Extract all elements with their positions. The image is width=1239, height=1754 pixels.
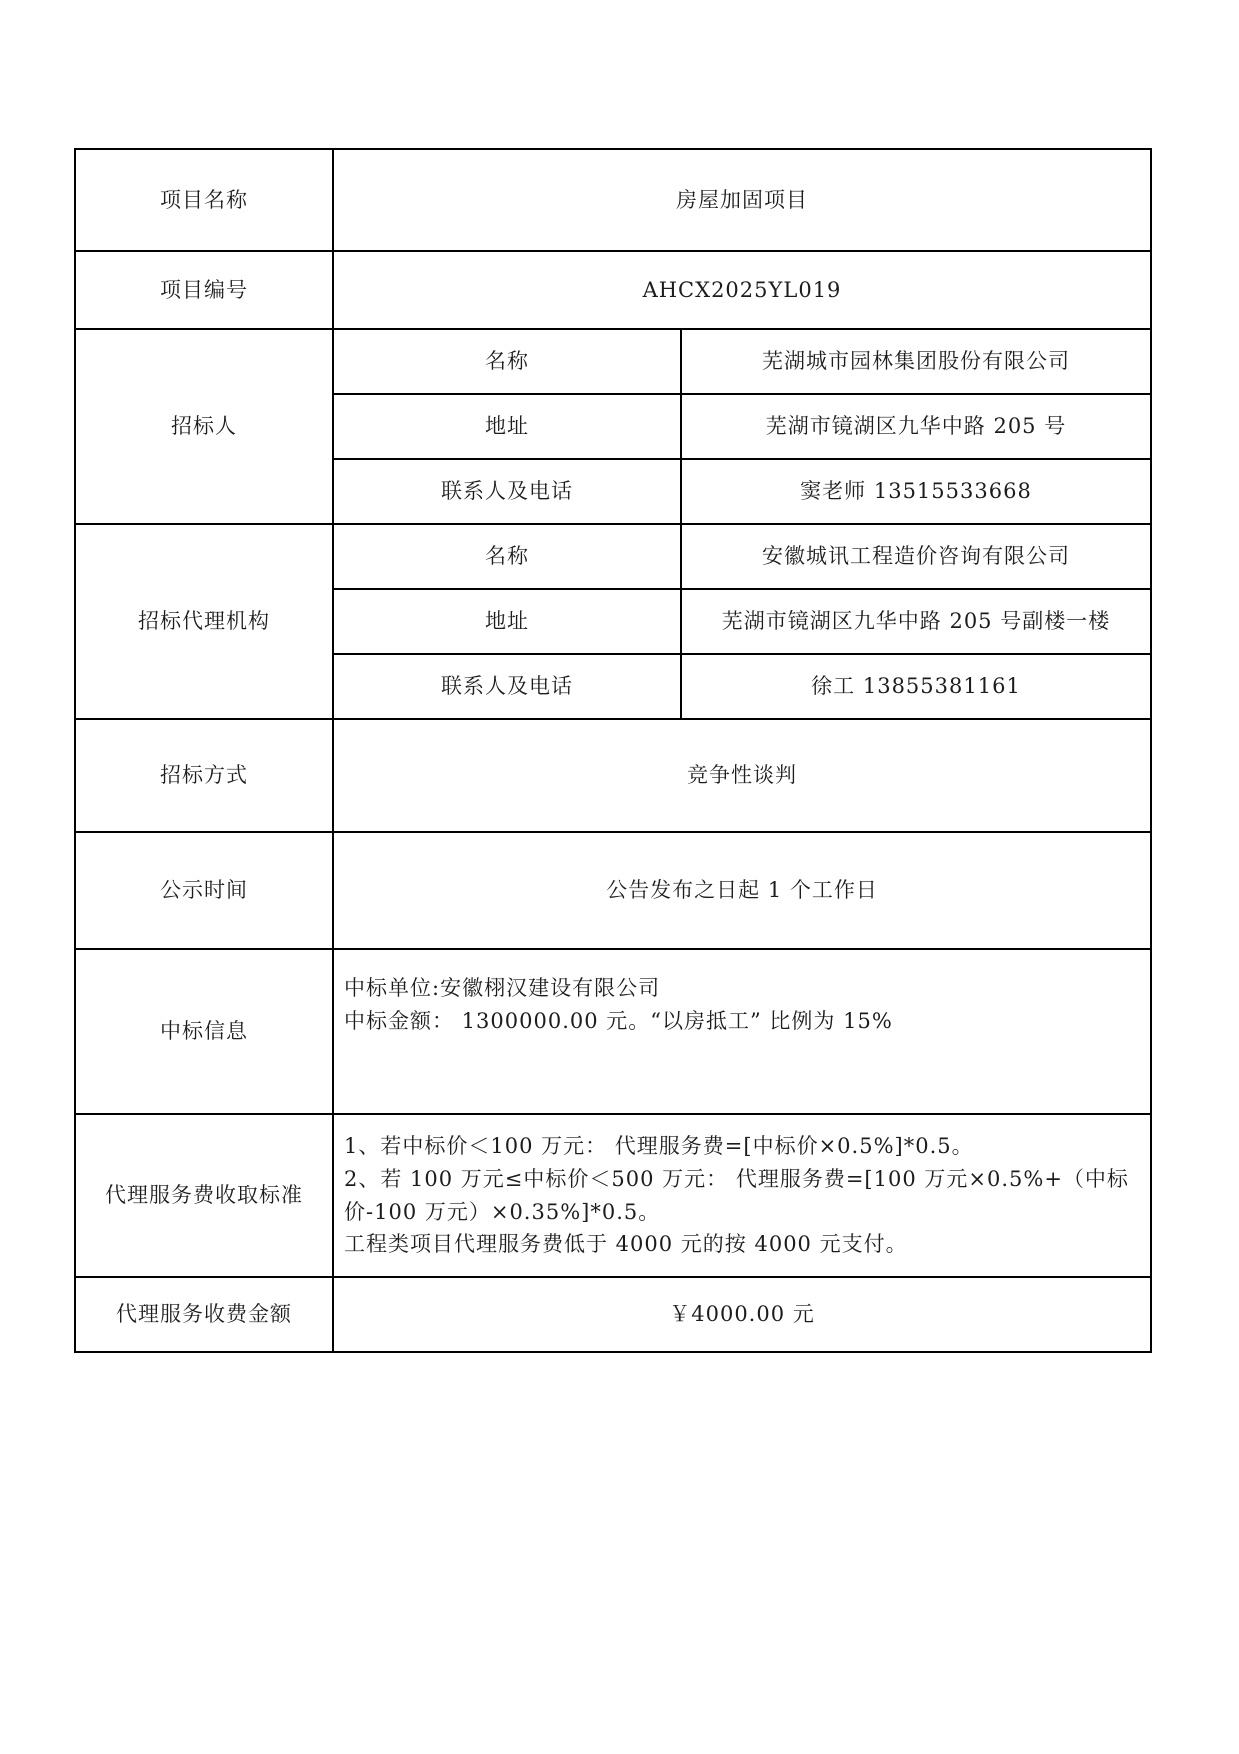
- agency-label: 招标代理机构: [75, 524, 333, 719]
- table-row: [75, 1277, 1151, 1352]
- project-number-value: AHCX2025YL019: [333, 251, 1151, 329]
- tenderer-label: 招标人: [75, 329, 333, 524]
- fee-amount-value: ￥4000.00 元: [333, 1277, 1151, 1352]
- table-row: [75, 329, 1151, 394]
- award-info-label: 中标信息: [75, 949, 333, 1114]
- agency-name-value: 安徽城讯工程造价咨询有限公司: [681, 524, 1151, 589]
- award-amount-line: 中标金额： 1300000.00 元。“以房抵工” 比例为 15%: [344, 1008, 893, 1033]
- tenderer-contact-value: 窦老师 13515533668: [681, 459, 1151, 524]
- award-winner-line: 中标单位:安徽栩汉建设有限公司: [344, 976, 661, 1000]
- table-row: [75, 719, 1151, 832]
- fee-standard-line-2: 2、若 100 万元≤中标价＜500 万元： 代理服务费=[100 万元×0.5%+（中标价-100 万元）×0.35%]*0.5。: [344, 1166, 1129, 1224]
- fee-standard-value: [333, 1114, 1151, 1277]
- tenderer-contact-label: 联系人及电话: [333, 459, 681, 524]
- tenderer-name-value: 芜湖城市园林集团股份有限公司: [681, 329, 1151, 394]
- table-row: [75, 949, 1151, 1114]
- table-row: [75, 149, 1151, 251]
- agency-name-label: 名称: [333, 524, 681, 589]
- fee-standard-label: 代理服务费收取标准: [75, 1114, 333, 1277]
- tenderer-address-value: 芜湖市镜湖区九华中路 205 号: [681, 394, 1151, 459]
- agency-contact-value: 徐工 13855381161: [681, 654, 1151, 719]
- project-name-label: 项目名称: [75, 149, 333, 251]
- publicity-period-label: 公示时间: [75, 832, 333, 949]
- fee-standard-line-3: 工程类项目代理服务费低于 4000 元的按 4000 元支付。: [344, 1232, 908, 1257]
- tenderer-name-label: 名称: [333, 329, 681, 394]
- fee-amount-label: 代理服务收费金额: [75, 1277, 333, 1352]
- tender-info-table: [74, 148, 1152, 1353]
- agency-contact-label: 联系人及电话: [333, 654, 681, 719]
- tenderer-address-label: 地址: [333, 394, 681, 459]
- project-number-label: 项目编号: [75, 251, 333, 329]
- award-info-value: [333, 949, 1151, 1114]
- table-row: [75, 251, 1151, 329]
- project-name-value: 房屋加固项目: [333, 149, 1151, 251]
- table-row: [75, 1114, 1151, 1277]
- tender-method-value: 竞争性谈判: [333, 719, 1151, 832]
- tender-method-label: 招标方式: [75, 719, 333, 832]
- publicity-period-value: 公告发布之日起 1 个工作日: [333, 832, 1151, 949]
- table-row: [75, 832, 1151, 949]
- fee-standard-line-1: 1、若中标价＜100 万元： 代理服务费=[中标价×0.5%]*0.5。: [344, 1134, 974, 1159]
- table-row: [75, 524, 1151, 589]
- agency-address-value: 芜湖市镜湖区九华中路 205 号副楼一楼: [681, 589, 1151, 654]
- agency-address-label: 地址: [333, 589, 681, 654]
